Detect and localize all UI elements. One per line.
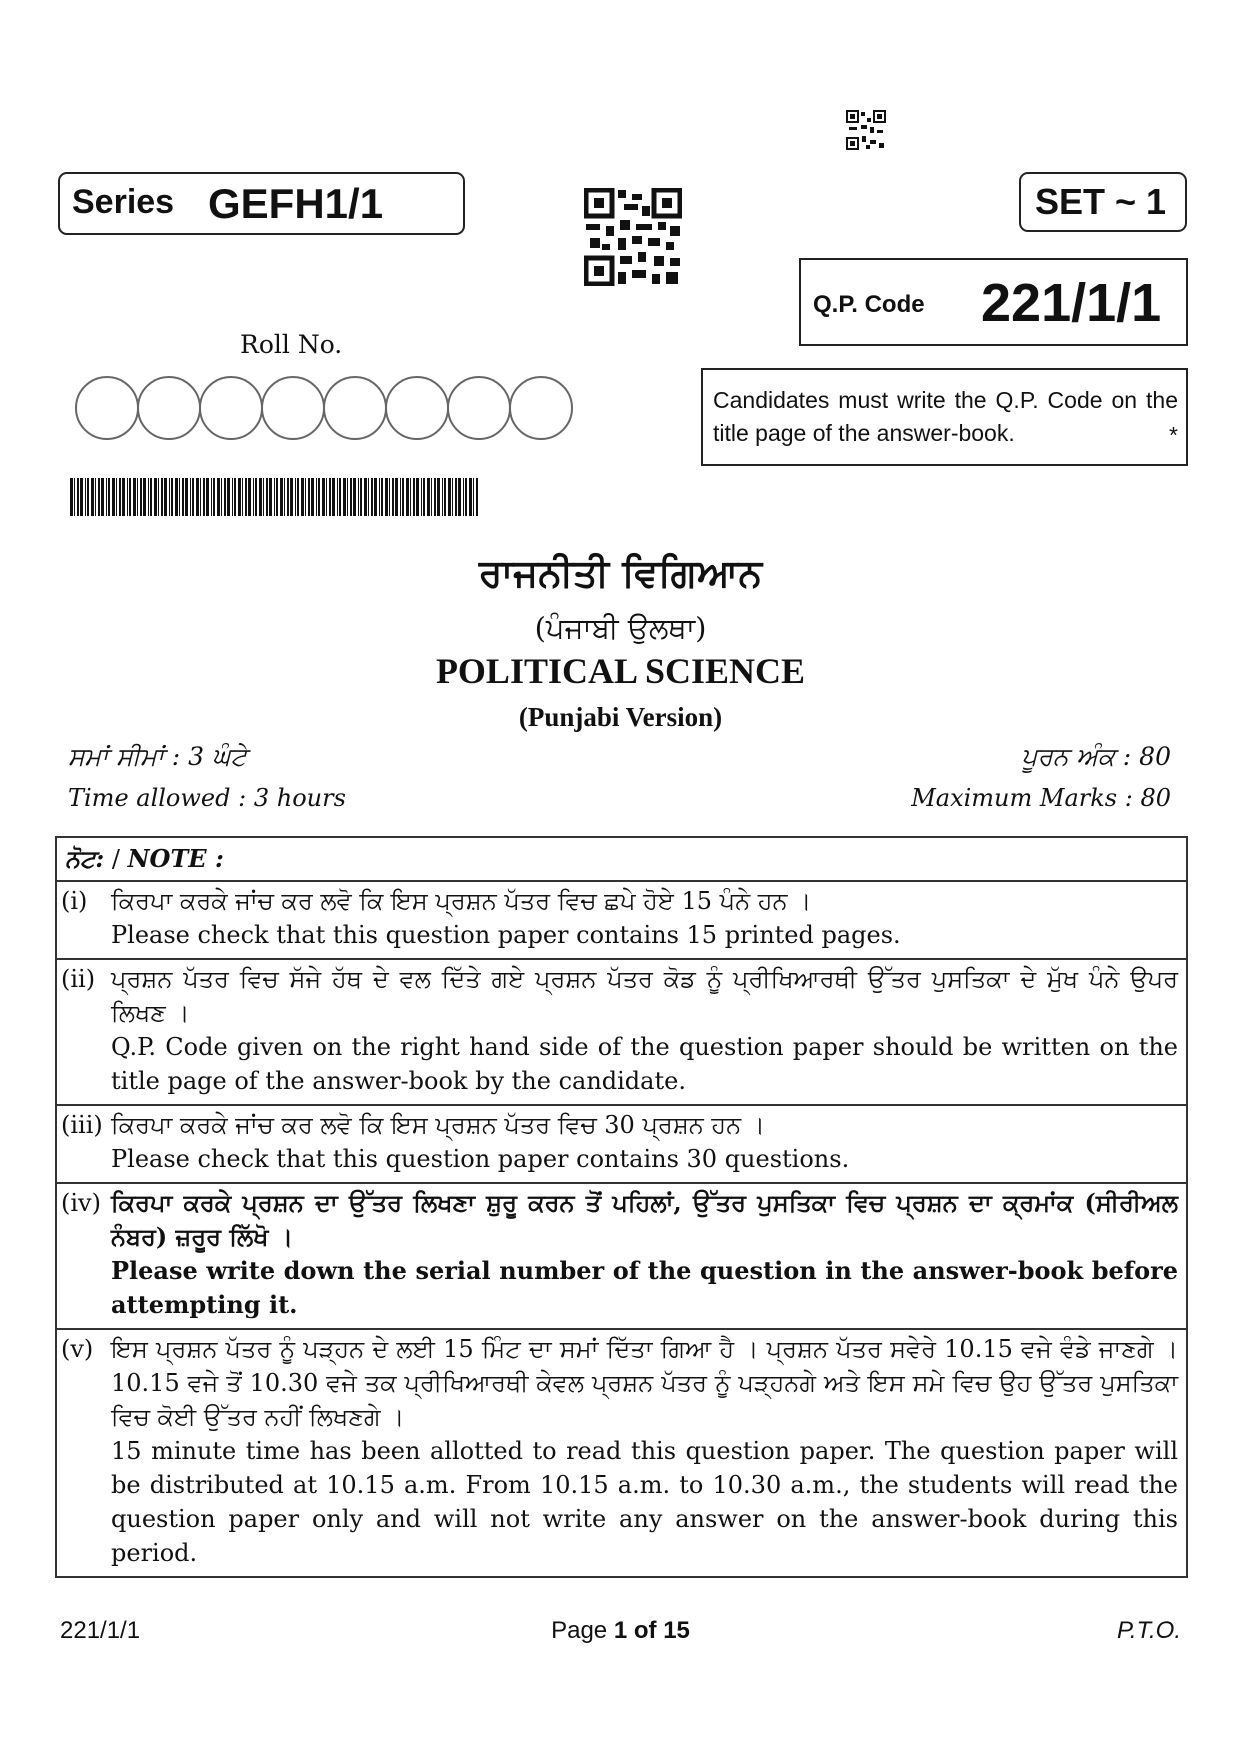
english-title: POLITICAL SCIENCE [435, 651, 806, 691]
note-text-punjabi: ਕਿਰਪਾ ਕਰਕੇ ਜਾਂਚ ਕਰ ਲਵੋ ਕਿ ਇਸ ਪ੍ਰਸ਼ਨ ਪੱਤਰ ਵਿਚ ਛਪੇ ਹੋਏ 15 ਪੰਨੇ ਹਨ । [111, 887, 812, 915]
page-number [0, 1617, 1241, 1645]
punjabi-subtitle: (ਪੰਜਾਬੀ ਉਲਥਾ) [534, 611, 707, 645]
page-of: of [633, 1617, 657, 1644]
max-marks-punjabi: ਪੂਰਨ ਅੰਕ : 80 [1021, 742, 1171, 771]
roll-digit-box[interactable] [199, 376, 263, 440]
page-prefix: Page [551, 1617, 608, 1644]
note-item [56, 1329, 1187, 1577]
note-number: (iii) [61, 1111, 103, 1139]
pto-label: P.T.O. [1116, 1617, 1181, 1644]
notes-heading: NOTE : [127, 844, 224, 873]
note-text: Q.P. Code given on the right hand side of the question paper should be written on the title page of the answer-book by the candidate. [111, 1033, 1178, 1095]
notes-table [55, 836, 1188, 1578]
qp-instruction-box [701, 368, 1188, 466]
note-text-punjabi: ਕਿਰਪਾ ਕਰਕੇ ਪ੍ਰਸ਼ਨ ਦਾ ਉੱਤਰ ਲਿਖਣਾ ਸ਼ੁਰੂ ਕਰਨ ਤੋਂ ਪਹਿਲਾਂ, ਉੱਤਰ ਪੁਸਤਿਕਾ ਵਿਚ ਪ੍ਰਸ਼ਨ ਦਾ ਕ੍ਰਮਾਂਕ (ਸੀਰੀਅਲ ਨੰਬਰ) ਜ਼ਰੂਰ ਲਿੱਖੋ । [111, 1188, 1178, 1251]
qp-code-value: 221/1/1 [981, 273, 1162, 333]
barcode-icon [70, 478, 480, 516]
series-box [58, 172, 465, 235]
notes-heading-punjabi: ਨੋਟ: [65, 844, 105, 873]
note-number: (v) [61, 1335, 94, 1363]
roll-digit-box[interactable] [385, 376, 449, 440]
footer-qp-code: 221/1/1 [60, 1617, 141, 1644]
note-number: (iv) [61, 1189, 101, 1217]
qr-code-icon [584, 188, 682, 286]
english-subtitle: (Punjabi Version) [518, 702, 723, 732]
qp-code-box [799, 258, 1188, 346]
note-text-punjabi: ਇਸ ਪ੍ਰਸ਼ਨ ਪੱਤਰ ਨੂੰ ਪੜ੍ਹਨ ਦੇ ਲਈ 15 ਮਿੰਟ ਦਾ ਸਮਾਂ ਦਿੱਤਾ ਗਿਆ ਹੈ । ਪ੍ਰਸ਼ਨ ਪੱਤਰ ਸਵੇਰੇ 10.15 ਵਜੇ ਵੰਡੇ ਜਾਣਗੇ । 10.15 ਵਜੇ ਤੋਂ 10.30 ਵਜੇ ਤਕ ਪ੍ਰੀਖਿਆਰਥੀ ਕੇਵਲ ਪ੍ਰਸ਼ਨ ਪੱਤਰ ਨੂੰ ਪੜ੍ਹਨਗੇ ਅਤੇ ਇਸ ਸਮੇ ਵਿਚ ਉਹ ਉੱਤਰ ਪੁਸਤਿਕਾ ਵਿਚ ਕੋਈ ਉੱਤਰ ਨਹੀਂ ਲਿਖਣਗੇ । [111, 1335, 1178, 1431]
note-number: (i) [61, 887, 88, 915]
roll-digit-box[interactable] [261, 376, 325, 440]
note-item [56, 959, 1187, 1105]
note-item [56, 1105, 1187, 1183]
punjabi-title: ਰਾਜਨੀਤੀ ਵਿਗਿਆਨ [478, 550, 763, 595]
roll-digit-box[interactable] [323, 376, 387, 440]
note-text: Please check that this question paper contains 15 printed pages. [111, 921, 901, 949]
time-allowed-punjabi: ਸਮਾਂ ਸੀਮਾਂ : 3 ਘੰਟੇ [68, 742, 247, 771]
roll-digit-box[interactable] [447, 376, 511, 440]
notes-heading-row [56, 837, 1187, 881]
roll-no-label: Roll No. [240, 330, 343, 359]
note-text: 15 minute time has been allotted to read this question paper. The question paper will be distributed at 10.15 a.m. From 10.15 a.m. to 10.30 a.m., the students will read the question paper only and will not write any answer on the answer-book during this period. [111, 1437, 1178, 1567]
note-number: (ii) [61, 965, 96, 993]
qp-instruction-text: Candidates must write the Q.P. Code on the title page of the answer-book. [713, 387, 1178, 446]
roll-digit-box[interactable] [75, 376, 139, 440]
note-item [56, 1183, 1187, 1329]
set-box [1019, 172, 1187, 232]
page-current: 1 [613, 1617, 628, 1644]
note-text: Please write down the serial number of the question in the answer-book before attempting it. [111, 1256, 1178, 1319]
note-text-punjabi: ਪ੍ਰਸ਼ਨ ਪੱਤਰ ਵਿਚ ਸੱਜੇ ਹੱਥ ਦੇ ਵਲ ਦਿੱਤੇ ਗਏ ਪ੍ਰਸ਼ਨ ਪੱਤਰ ਕੋਡ ਨੂੰ ਪ੍ਰੀਖਿਆਰਥੀ ਉੱਤਰ ਪੁਸਤਿਕਾ ਦੇ ਮੁੱਖ ਪੰਨੇ ਉਪਰ ਲਿਖਣ । [111, 965, 1178, 1027]
time-allowed: Time allowed : 3 hours [68, 784, 346, 812]
qp-code-label: Q.P. Code [813, 291, 925, 318]
note-text: Please check that this question paper contains 30 questions. [111, 1145, 850, 1173]
notes-heading-separator: / [104, 845, 128, 873]
page-total: 15 [663, 1617, 690, 1644]
small-qr-code-icon [846, 110, 886, 150]
roll-digit-box[interactable] [137, 376, 201, 440]
maximum-marks: Maximum Marks : 80 [911, 784, 1171, 812]
series-label: Series [72, 183, 175, 221]
asterisk-mark: * [1169, 422, 1178, 448]
note-text-punjabi: ਕਿਰਪਾ ਕਰਕੇ ਜਾਂਚ ਕਰ ਲਵੋ ਕਿ ਇਸ ਪ੍ਰਸ਼ਨ ਪੱਤਰ ਵਿਚ 30 ਪ੍ਰਸ਼ਨ ਹਨ । [111, 1111, 765, 1139]
series-code: GEFH1/1 [208, 180, 384, 227]
note-item [56, 881, 1187, 959]
roll-digit-box[interactable] [509, 376, 573, 440]
set-label: SET ~ 1 [1035, 181, 1167, 222]
